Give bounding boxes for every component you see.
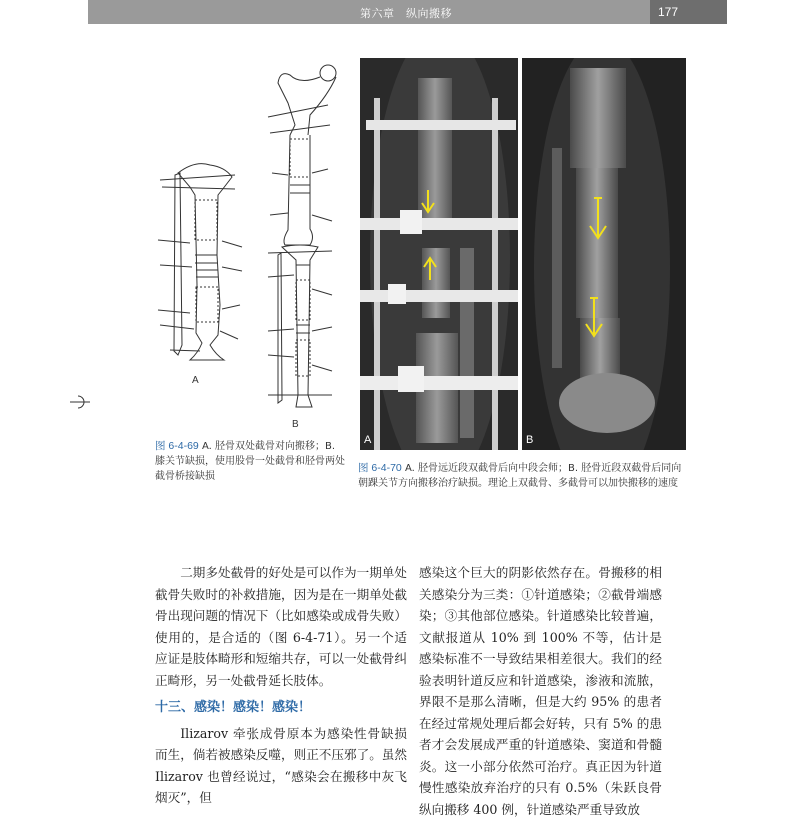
paragraph: 感染这个巨大的阴影依然存在。骨搬移的相关感染分为三类：①针道感染；②截骨端感染；③其他部位感染。针道感染比较普遍，文献报道从 10% 到 100% 不等，估计是感染标准不一导致结果相差很大。我们的经验表明针道反应和针道感染，渗液和流脓，界限不是那么清晰，但是大约 95% 的患者在经过常规处理后都会好转，只有 5% 的患者才会发展成严重的针道感染、窦道和骨髓炎。这一小部分依然可治疗。真正因为针道慢性感染放弃治疗的只有 0.5%（朱跃良骨纵向搬移 400 例，针道感染严重导致放 <box>419 565 662 817</box>
figure-69-label-a: A <box>192 375 199 386</box>
right-column <box>419 562 662 820</box>
chapter-title: 第六章 纵向搬移 <box>360 7 452 20</box>
figure-69-caption-number: 图 6-4-69 <box>155 440 199 452</box>
figure-70-caption-text: A. 胫骨远近段双截骨后向中段会师；B. 胫骨近段双截骨后同向朝踝关节方向搬移治疗缺损。理论上双截骨、多截骨可以加快搬移的速度 <box>358 463 682 489</box>
paragraph: Ilizarov 牵张成骨原本为感染性骨缺损而生，倘若被感染反噬，则正不压邪了。虽然 Ilizarov 也曾经说过，“感染会在搬移中灰飞烟灭”，但 <box>155 725 407 805</box>
figure-69-label-b: B <box>292 419 299 430</box>
xray-image-a <box>360 58 518 450</box>
page-number: 177 <box>658 5 679 19</box>
tibia-drawing-a <box>158 164 242 360</box>
paragraph: 二期多处截骨的好处是可以作为一期单处截骨失败时的补救措施，因为是在一期单处截骨出现问题的情况下（比如感染或成骨失败）使用的，是合适的（图 6-4-71）。另一个适应证是肢体畸形和短缩共存，可以一处截骨纠正畸形，另一处截骨延长肢体。 <box>155 565 407 688</box>
xray-b-graphic <box>522 58 686 450</box>
crop-mark-icon <box>70 392 90 412</box>
figure-70-caption-number: 图 6-4-70 <box>358 462 402 474</box>
figure-69-caption <box>155 439 345 484</box>
xray-a-label: A <box>364 434 372 446</box>
section-heading: 十三、感染！感染！感染！ <box>155 700 312 715</box>
figure-69-drawing <box>150 55 350 440</box>
xray-image-b <box>522 58 686 450</box>
xray-b-label: B <box>526 434 534 446</box>
left-column <box>155 562 407 809</box>
figure-70-caption <box>358 461 688 491</box>
xray-a-graphic <box>360 58 518 450</box>
femur-tibia-drawing-b <box>268 65 336 407</box>
figure-69-caption-text: A. 胫骨双处截骨对向搬移；B. 膝关节缺损，使用股骨一处截骨和胫骨两处截骨桥接缺损 <box>155 441 345 482</box>
